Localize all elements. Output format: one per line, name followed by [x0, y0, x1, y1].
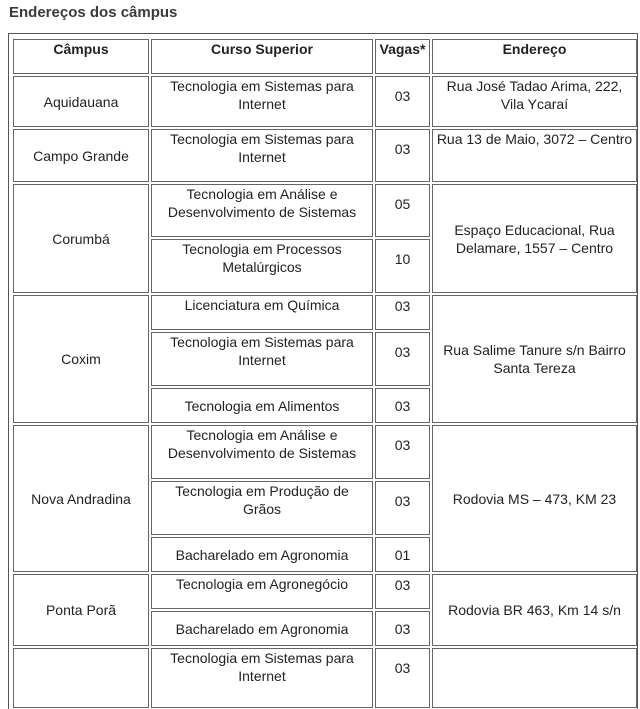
campus-cell: Campo Grande	[13, 129, 149, 182]
campus-cell	[13, 648, 149, 708]
vagas-cell: 03	[375, 574, 430, 609]
address-cell: Rodovia MS – 473, KM 23	[432, 425, 637, 572]
campus-cell: Ponta Porã	[13, 574, 149, 646]
page-title: Endereços dos câmpus	[9, 4, 178, 21]
campus-cell: Aquidauana	[13, 76, 149, 127]
header-curso: Curso Superior	[151, 39, 373, 74]
header-vagas: Vagas*	[375, 39, 430, 74]
table-row	[13, 574, 637, 609]
course-cell: Licenciatura em Química	[151, 295, 373, 330]
address-cell: Rodovia BR 463, Km 14 s/n	[432, 574, 637, 646]
table-row	[13, 76, 637, 127]
course-cell: Tecnologia em Sistemas para Internet	[151, 648, 373, 708]
table-row	[13, 648, 637, 708]
vagas-cell: 03	[375, 129, 430, 182]
address-cell: Rua 13 de Maio, 3072 – Centro	[432, 129, 637, 182]
vagas-cell: 03	[375, 388, 430, 423]
vagas-cell: 03	[375, 648, 430, 708]
course-cell: Tecnologia em Produção de Grãos	[151, 481, 373, 535]
vagas-cell: 03	[375, 425, 430, 479]
course-cell: Tecnologia em Processos Metalúrgicos	[151, 239, 373, 293]
vagas-cell: 03	[375, 332, 430, 386]
vagas-cell: 03	[375, 611, 430, 646]
vagas-cell: 05	[375, 184, 430, 237]
course-cell: Tecnologia em Sistemas para Internet	[151, 76, 373, 127]
vagas-cell: 10	[375, 239, 430, 293]
table-row	[13, 184, 637, 237]
table-header-row	[13, 39, 637, 74]
table-row	[13, 295, 637, 330]
course-cell: Tecnologia em Sistemas para Internet	[151, 332, 373, 386]
course-cell: Tecnologia em Sistemas para Internet	[151, 129, 373, 182]
campus-table	[11, 37, 638, 709]
campus-table-frame	[8, 33, 638, 709]
vagas-cell: 03	[375, 76, 430, 127]
campus-cell: Corumbá	[13, 184, 149, 293]
course-cell: Tecnologia em Agronegócio	[151, 574, 373, 609]
header-campus: Câmpus	[13, 39, 149, 74]
course-cell: Bacharelado em Agronomia	[151, 537, 373, 572]
course-cell: Tecnologia em Análise e Desenvolvimento de Sistemas	[151, 184, 373, 237]
address-cell: Espaço Educacional, Rua Delamare, 1557 – Centro	[432, 184, 637, 293]
campus-cell: Coxim	[13, 295, 149, 423]
address-cell: Rua José Tadao Arima, 222, Vila Ycaraí	[432, 76, 637, 127]
address-cell	[432, 648, 637, 708]
course-cell: Tecnologia em Alimentos	[151, 388, 373, 423]
vagas-cell: 03	[375, 295, 430, 330]
address-cell: Rua Salime Tanure s/n Bairro Santa Tereza	[432, 295, 637, 423]
header-endereco: Endereço	[432, 39, 637, 74]
course-cell: Bacharelado em Agronomia	[151, 611, 373, 646]
course-cell: Tecnologia em Análise e Desenvolvimento de Sistemas	[151, 425, 373, 479]
vagas-cell: 03	[375, 481, 430, 535]
campus-cell: Nova Andradina	[13, 425, 149, 572]
table-row	[13, 129, 637, 182]
vagas-cell: 01	[375, 537, 430, 572]
table-row	[13, 425, 637, 479]
